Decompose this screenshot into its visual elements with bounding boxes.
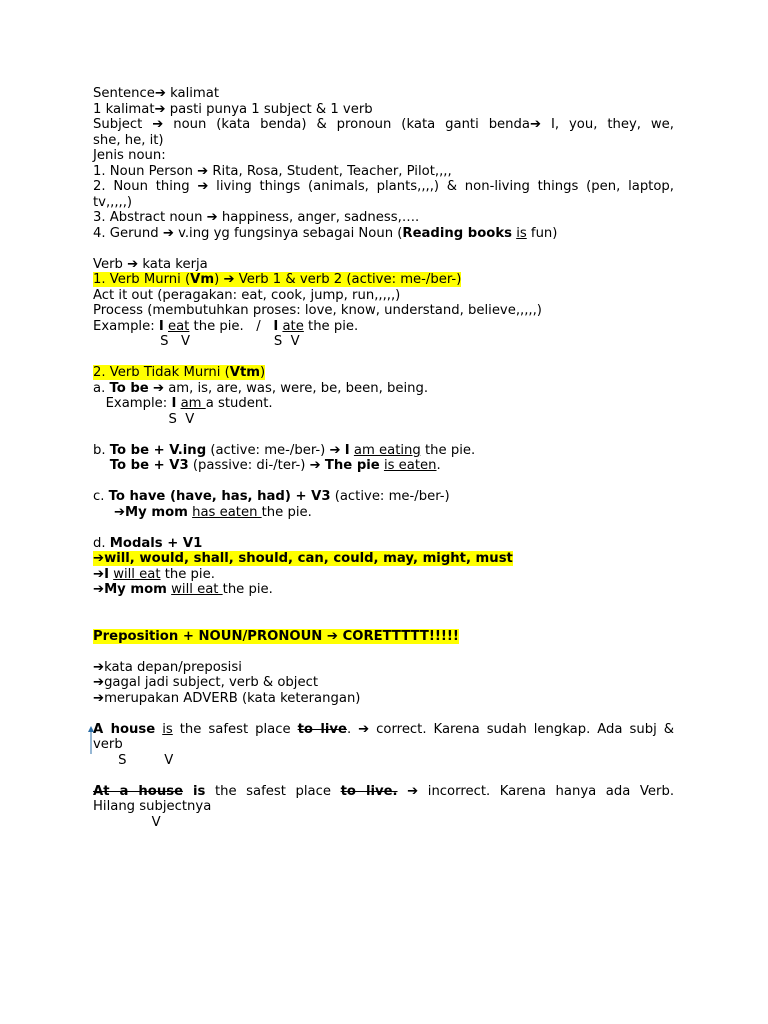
text: My mom bbox=[125, 504, 188, 520]
spacer bbox=[93, 644, 674, 660]
text: merupakan ADVERB (kata keterangan) bbox=[104, 690, 361, 706]
text: Subject bbox=[93, 117, 153, 132]
arrow-icon: ➔ bbox=[329, 442, 341, 458]
text: 1. Verb Murni ( bbox=[93, 272, 191, 287]
arrow-icon: ➔ bbox=[152, 117, 164, 132]
text: a. bbox=[93, 380, 110, 396]
arrow-icon: ➔ bbox=[154, 86, 166, 101]
arrow-icon: ➔ bbox=[358, 721, 370, 737]
line-preposition bbox=[93, 629, 674, 645]
text: to live bbox=[297, 721, 347, 737]
text: I bbox=[273, 318, 279, 334]
text: the safest place bbox=[172, 721, 298, 737]
text: (active: me-/ber-) bbox=[206, 442, 330, 458]
text: kalimat bbox=[165, 86, 220, 101]
line-at-a-house-incorrect bbox=[93, 784, 674, 800]
text: the pie. bbox=[261, 504, 312, 520]
line-verb-murni bbox=[93, 272, 674, 288]
line-modals bbox=[93, 536, 674, 552]
line-sv-marks: S V bbox=[93, 752, 174, 768]
text: ) bbox=[260, 365, 266, 380]
text: My mom bbox=[104, 582, 167, 597]
spacer bbox=[93, 706, 674, 722]
line-jenis-noun: Jenis noun: bbox=[93, 148, 166, 163]
text: is bbox=[516, 225, 527, 241]
text: fun) bbox=[526, 225, 558, 241]
text: (active: me-/ber-) bbox=[330, 489, 450, 504]
line-v-mark: V bbox=[93, 814, 161, 830]
arrow-icon: ➔ bbox=[326, 628, 338, 644]
arrow-icon: ➔ bbox=[154, 101, 166, 117]
line-example-eat bbox=[93, 319, 674, 335]
text: gagal jadi subject, verb & object bbox=[104, 675, 318, 690]
line-my-mom-has-eaten bbox=[93, 505, 674, 521]
spacer bbox=[93, 598, 674, 614]
arrow-icon: ➔ bbox=[93, 551, 105, 566]
text: is bbox=[162, 721, 173, 737]
line-noun-person bbox=[93, 164, 674, 180]
text: A house bbox=[93, 721, 156, 737]
text: 3. Abstract noun bbox=[93, 210, 207, 225]
line-adverb bbox=[93, 691, 674, 707]
text bbox=[93, 458, 110, 473]
line-gerund bbox=[93, 226, 674, 242]
text: At a house bbox=[93, 783, 184, 799]
line-my-mom-will-eat bbox=[93, 582, 674, 598]
line-kalimat bbox=[93, 102, 674, 118]
text: I bbox=[171, 396, 177, 411]
text: to live. bbox=[340, 783, 398, 799]
text: correct. Karena sudah lengkap. Ada subj & bbox=[369, 721, 675, 737]
text: I, you, they, we, bbox=[541, 117, 674, 132]
text: 1. Noun Person bbox=[93, 163, 198, 179]
arrow-icon: ➔ bbox=[197, 163, 209, 179]
line-to-be-v3 bbox=[93, 458, 674, 474]
text: (passive: di-/ter-) bbox=[188, 458, 310, 473]
line-subject bbox=[93, 117, 674, 133]
text: . bbox=[346, 721, 359, 737]
text: the pie. bbox=[420, 442, 476, 458]
line-to-be bbox=[93, 381, 674, 397]
line-example-am bbox=[93, 396, 674, 412]
arrow-icon: ➔ bbox=[309, 458, 321, 473]
text: pasti punya 1 subject & 1 verb bbox=[165, 101, 373, 117]
line-process: Process (membutuhkan proses: love, know, understand, believe,,,,,) bbox=[93, 303, 542, 318]
line-sentence bbox=[93, 86, 674, 102]
text: noun (kata benda) & pronoun (kata ganti benda bbox=[163, 117, 530, 132]
arrow-icon: ➔ bbox=[93, 566, 105, 582]
text: has eaten bbox=[192, 504, 262, 520]
text: incorrect. Karena hanya ada Verb. bbox=[418, 783, 675, 799]
line-a-house-correct bbox=[93, 722, 674, 738]
text: d. bbox=[93, 535, 110, 551]
text: To be + V3 bbox=[109, 458, 189, 473]
line-noun-thing bbox=[93, 179, 674, 195]
text: Preposition + NOUN/PRONOUN bbox=[93, 628, 327, 644]
text: 2. Verb Tidak Murni ( bbox=[93, 365, 230, 380]
text: Vtm bbox=[229, 365, 261, 380]
text: ) bbox=[214, 272, 224, 287]
text: Reading books bbox=[402, 225, 512, 241]
text: living things (animals, plants,,,,) & non-living things (pen, laptop, bbox=[208, 179, 674, 194]
text: am, is, are, was, were, be, been, being. bbox=[164, 380, 429, 396]
text: will eat bbox=[113, 566, 161, 582]
line-to-have bbox=[93, 489, 674, 505]
spacer bbox=[93, 613, 674, 629]
text: am eating bbox=[353, 442, 421, 458]
line-abstract-noun bbox=[93, 210, 674, 226]
text: kata kerja bbox=[138, 256, 208, 272]
document-page bbox=[93, 86, 674, 830]
arrow-icon: ➔ bbox=[162, 225, 174, 241]
line-noun-thing-cont: tv,,,,,) bbox=[93, 194, 133, 210]
text: 4. Gerund bbox=[93, 225, 163, 241]
line-act-it-out: Act it out (peragakan: eat, cook, jump, run,,,,,) bbox=[93, 287, 401, 303]
text bbox=[398, 784, 408, 799]
arrow-icon: ➔ bbox=[197, 179, 209, 194]
text: am bbox=[180, 396, 206, 411]
text: Verb 1 & verb 2 (active: me-/ber-) bbox=[234, 272, 462, 287]
arrow-icon: ➔ bbox=[152, 380, 165, 396]
text: Example: bbox=[93, 318, 159, 334]
spacer bbox=[93, 241, 674, 257]
text: ate bbox=[282, 318, 304, 334]
line-subject-cont: she, he, it) bbox=[93, 132, 164, 148]
text: v.ing yg fungsinya sebagai Noun ( bbox=[173, 225, 403, 241]
text: Example: bbox=[93, 396, 172, 411]
text: I bbox=[158, 318, 164, 334]
text: CORETTTTT!!!!! bbox=[337, 628, 459, 644]
text: will eat bbox=[171, 582, 223, 597]
arrow-icon: ➔ bbox=[93, 582, 105, 597]
text: the pie. / bbox=[189, 318, 274, 334]
line-sv-marks: S V S V bbox=[93, 334, 300, 349]
text: . bbox=[436, 458, 441, 473]
arrow-icon: ➔ bbox=[113, 504, 126, 520]
text: I bbox=[104, 566, 109, 582]
line-modals-list bbox=[93, 551, 674, 567]
text: b. bbox=[93, 442, 110, 458]
spacer bbox=[93, 427, 674, 443]
text: the safest place bbox=[205, 783, 341, 799]
arrow-icon: ➔ bbox=[127, 256, 139, 272]
arrow-icon: ➔ bbox=[223, 272, 235, 287]
text: Sentence bbox=[93, 86, 155, 101]
text: Modals + V1 bbox=[109, 535, 203, 551]
line-verb bbox=[93, 257, 674, 273]
text: Rita, Rosa, Student, Teacher, Pilot,,,, bbox=[208, 163, 452, 179]
text: is eaten bbox=[383, 458, 437, 473]
line-verb-tidak-murni bbox=[93, 365, 674, 381]
line-i-will-eat bbox=[93, 567, 674, 583]
line-sv-marks: S V bbox=[93, 411, 195, 427]
text: a student. bbox=[205, 396, 273, 411]
line-gagal bbox=[93, 675, 674, 691]
line-hilang-subject: Hilang subjectnya bbox=[93, 799, 212, 814]
spacer bbox=[93, 350, 674, 366]
text: is bbox=[183, 783, 206, 799]
text: 2. Noun thing bbox=[93, 179, 198, 194]
text: To be bbox=[109, 380, 149, 396]
text: will, would, shall, should, can, could, may, might, must bbox=[104, 551, 513, 566]
line-verb-cont: verb bbox=[93, 737, 123, 752]
text: the pie. bbox=[222, 582, 273, 597]
text: I bbox=[344, 442, 350, 458]
text bbox=[93, 505, 114, 520]
text: Verb bbox=[93, 256, 128, 272]
arrow-icon: ➔ bbox=[407, 783, 419, 799]
arrow-icon: ➔ bbox=[529, 117, 542, 132]
text: The pie bbox=[324, 458, 380, 473]
text: To have (have, has, had) + V3 bbox=[108, 489, 331, 504]
text: 1 kalimat bbox=[93, 101, 155, 117]
text: happiness, anger, sadness,…. bbox=[217, 210, 420, 225]
text: the pie. bbox=[160, 566, 215, 582]
arrow-icon: ➔ bbox=[93, 675, 105, 690]
text: To be + V.ing bbox=[109, 442, 207, 458]
spacer bbox=[93, 474, 674, 490]
spacer bbox=[93, 768, 674, 784]
text: c. bbox=[93, 489, 109, 504]
text: eat bbox=[167, 318, 190, 334]
arrow-icon: ➔ bbox=[93, 659, 105, 675]
line-to-be-ving bbox=[93, 443, 674, 459]
arrow-icon: ➔ bbox=[206, 210, 218, 225]
text: Vm bbox=[190, 272, 215, 287]
text: the pie. bbox=[303, 318, 359, 334]
arrow-icon: ➔ bbox=[93, 690, 105, 706]
spacer bbox=[93, 520, 674, 536]
line-kata-depan bbox=[93, 660, 674, 676]
text: kata depan/preposisi bbox=[104, 659, 242, 675]
